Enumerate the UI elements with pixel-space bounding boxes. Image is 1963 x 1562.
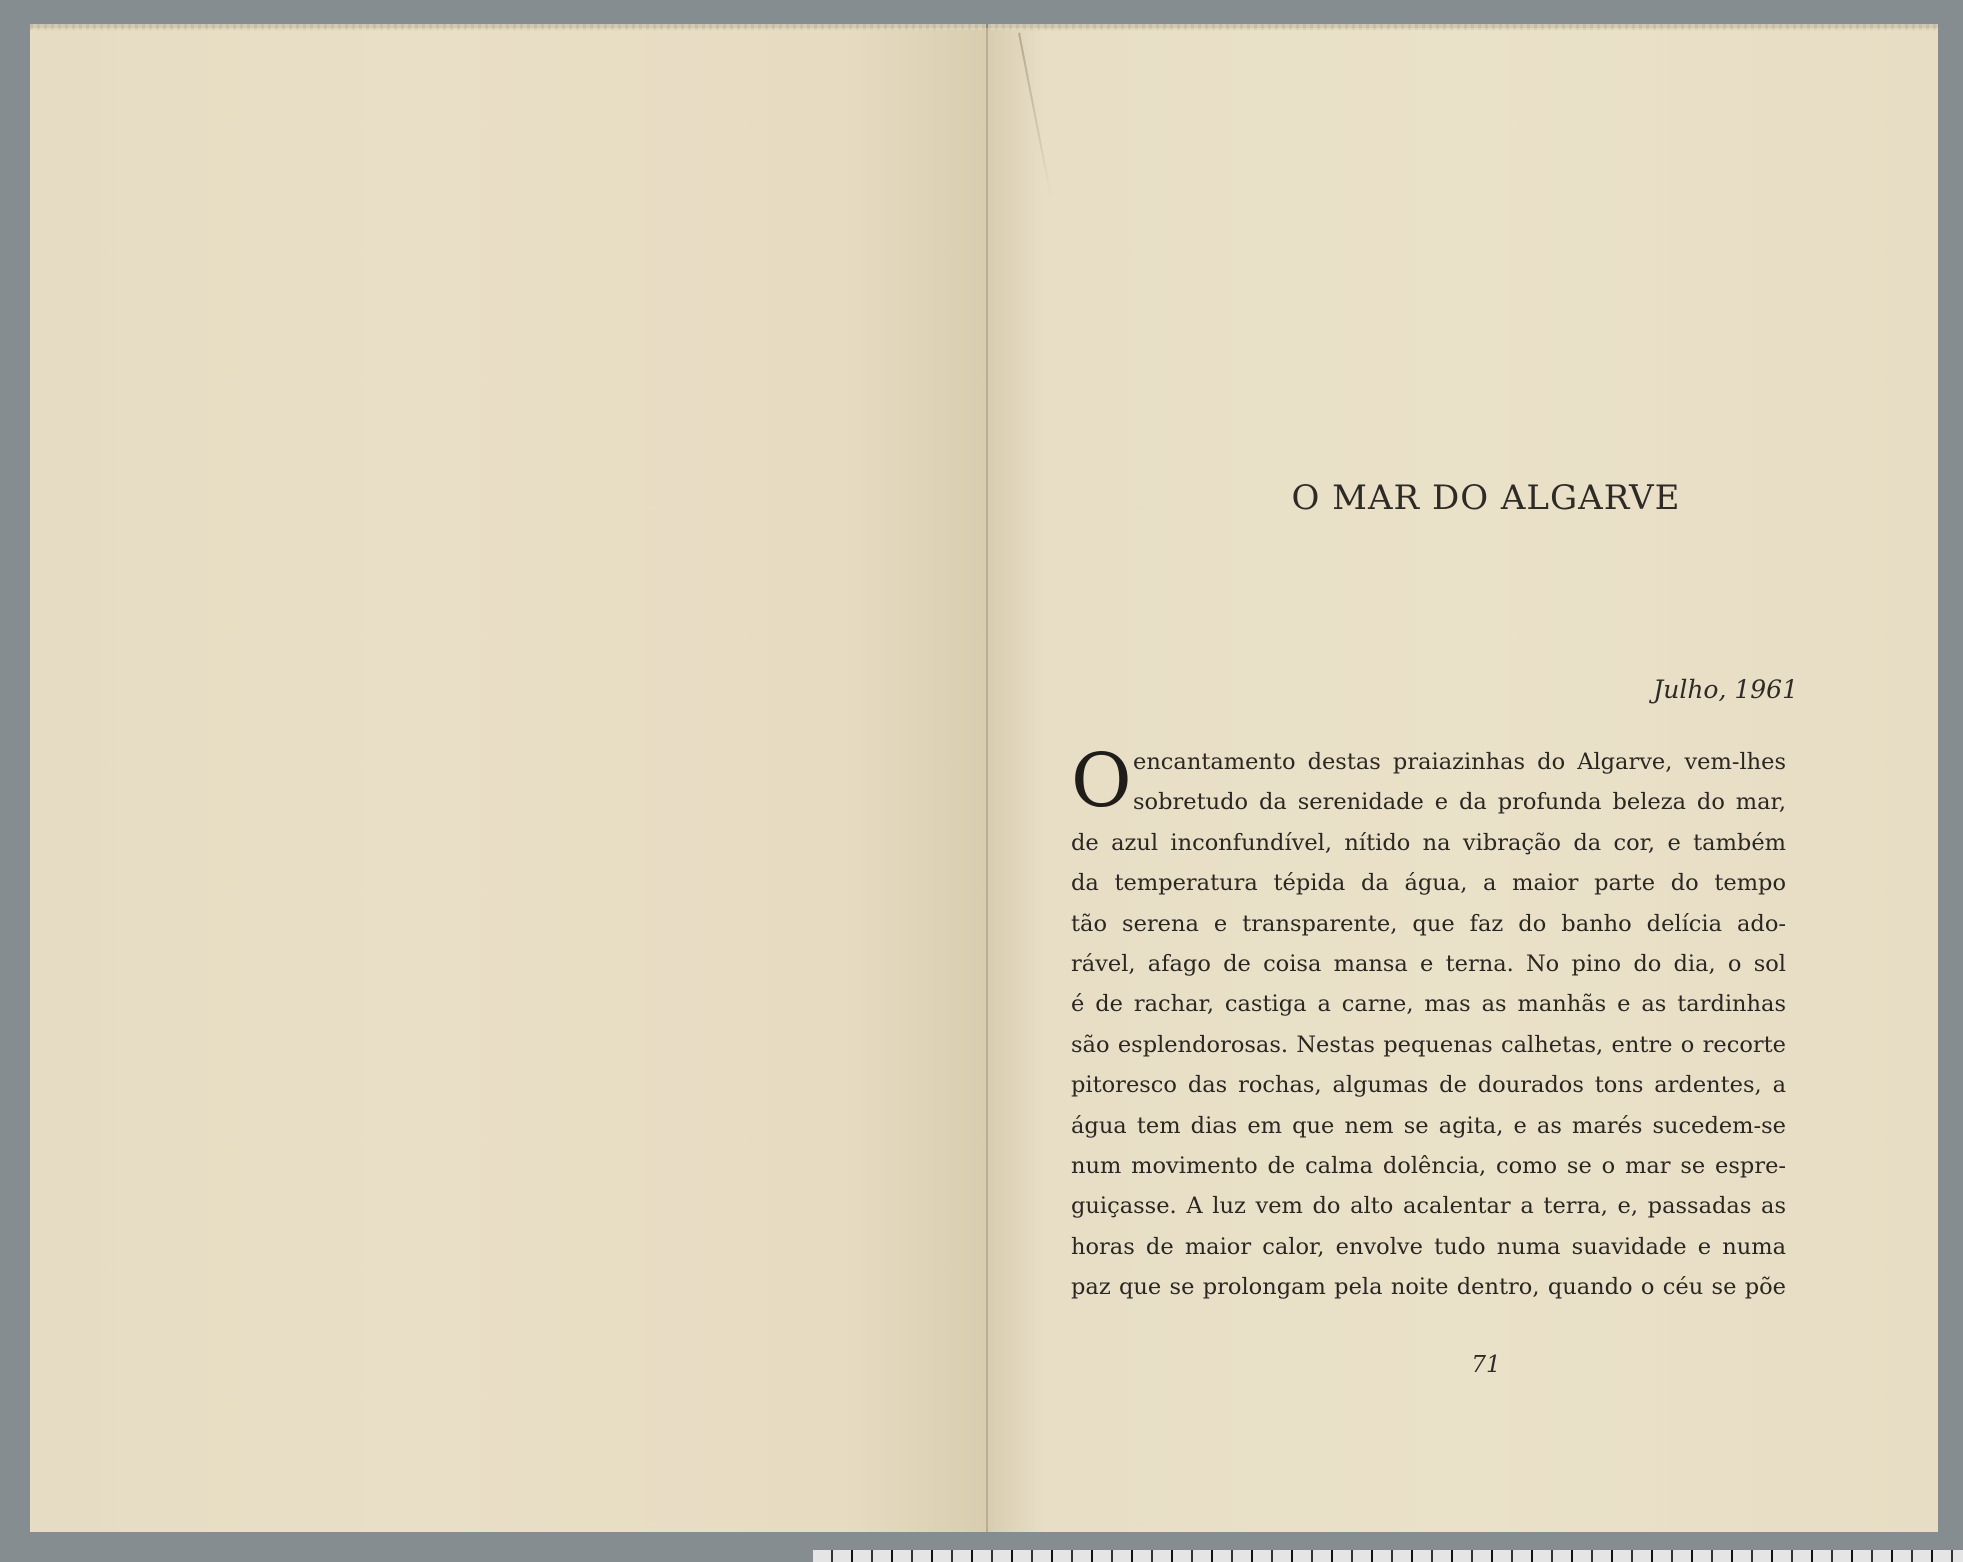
text-line: tão serena e transparente, que faz do banho delícia ado-	[1071, 910, 1786, 937]
text-line: é de rachar, castiga a carne, mas as manhãs e as tardinhas	[1071, 991, 1786, 1018]
left-page	[30, 28, 988, 1532]
measurement-scale	[813, 1550, 1963, 1562]
paper-crease	[1018, 33, 1052, 200]
page-edge	[30, 24, 986, 30]
right-page	[988, 28, 1938, 1532]
text-line: paz que se prolongam pela noite dentro, quando o céu se põe	[1071, 1274, 1786, 1301]
chapter-title: O MAR DO ALGARVE	[1291, 478, 1681, 518]
text-line: são esplendorosas. Nestas pequenas calhetas, entre o recorte	[1071, 1031, 1786, 1058]
text-line: horas de maior calor, envolve tudo numa suavidade e numa	[1071, 1233, 1786, 1260]
text-line: num movimento de calma dolência, como se o mar se espre-	[1071, 1152, 1786, 1179]
text-line: pitoresco das rochas, algumas de dourados tons ardentes, a	[1071, 1072, 1786, 1099]
text-line: guiçasse. A luz vem do alto acalentar a terra, e, passadas as	[1071, 1193, 1786, 1220]
book-spread	[30, 28, 1938, 1532]
text-line: encantamento destas praiazinhas do Algarve, vem-lhes	[1133, 749, 1786, 775]
text-line: da temperatura tépida da água, a maior parte do tempo	[1071, 870, 1786, 897]
text-line: rável, afago de coisa mansa e terna. No pino do dia, o sol	[1071, 950, 1786, 977]
text-line: sobretudo da serenidade e da profunda beleza do mar,	[1133, 789, 1786, 816]
text-line: água tem dias em que nem se agita, e as marés sucedem-se	[1071, 1112, 1786, 1139]
page-number: 71	[1471, 1352, 1501, 1378]
text-line: de azul inconfundível, nítido na vibração da cor, e também	[1071, 829, 1786, 856]
chapter-date: Julho, 1961	[1653, 675, 1798, 704]
body-text	[1071, 738, 1786, 1307]
page-edge	[988, 24, 1938, 30]
drop-cap: O	[1071, 738, 1132, 824]
